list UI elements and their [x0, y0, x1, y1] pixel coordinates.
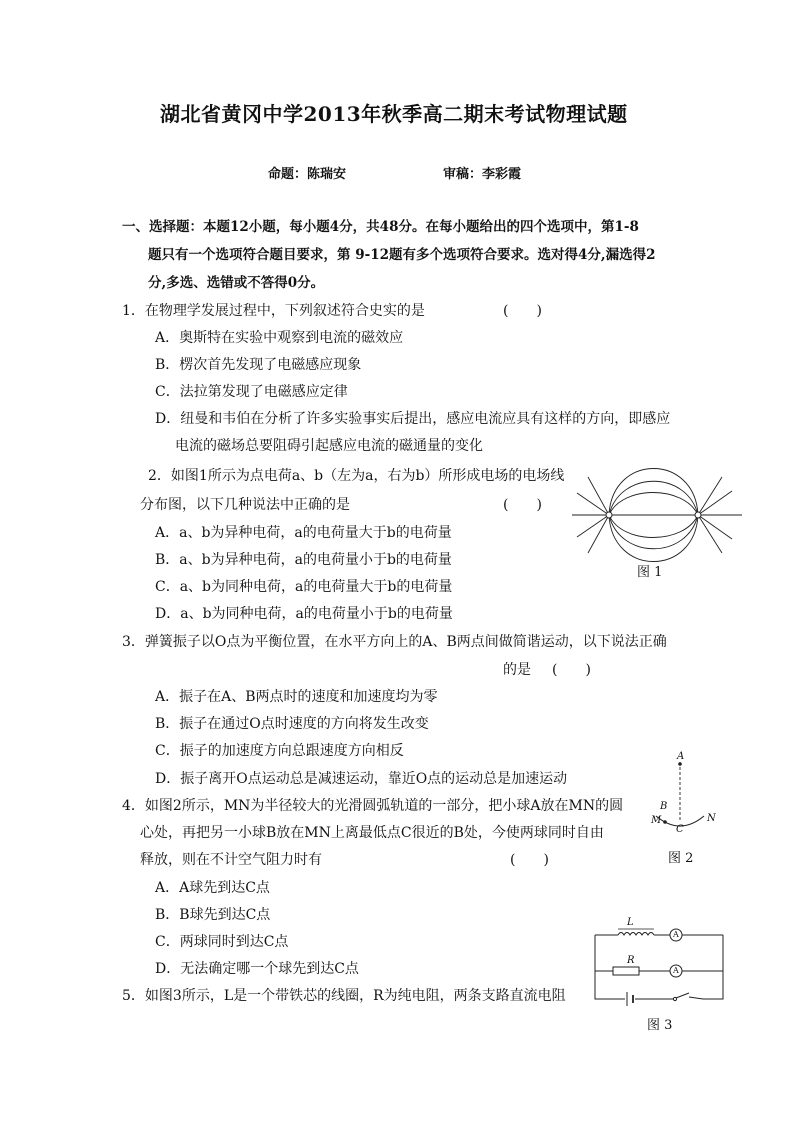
q3-stem-line1: 3．弹簧振子以O点为平衡位置，在水平方向上的A、B两点间做简谐运动，以下说法正确: [122, 634, 667, 650]
q4-stem-line2: 心处，再把另一小球B放在MN上离最低点C很近的B处，今使两球同时自由: [140, 825, 604, 841]
q3-option-a: A．振子在A、B两点时的速度和加速度均为零: [155, 689, 438, 705]
q4-option-b: B．B球先到达C点: [155, 907, 271, 923]
figure-2-label-n: N: [707, 813, 716, 824]
q3-option-b: B．振子在通过O点时速度的方向将发生改变: [155, 716, 429, 732]
q1-option-d-line2: 电流的磁场总要阻碍引起感应电流的磁通量的变化: [175, 438, 483, 454]
q3-option-c: C．振子的加速度方向总跟速度方向相反: [155, 743, 404, 759]
figure-3-label-l: L: [627, 917, 634, 928]
figure-1-field-lines: [572, 465, 742, 565]
reviewer-label: 审稿：李彩霞: [443, 167, 522, 182]
section-instructions-line1: 一、选择题：本题12小题，每小题4分，共48分。在每小题给出的四个选项中，第1-8: [122, 219, 639, 235]
q2-option-c: C．a、b为同种电荷，a的电荷量大于b的电荷量: [155, 579, 453, 595]
figure-2-label-m: M: [651, 815, 662, 826]
q3-option-d: D．振子离开O点运动总是减速运动，靠近O点的运动总是加速运动: [155, 771, 568, 787]
figure-1-caption: 图 1: [637, 565, 663, 580]
author-label: 命题：陈瑞安: [268, 167, 347, 182]
section-instructions-line2: 题只有一个选项符合题目要求，第 9-12题有多个选项符合要求。选对得4分,漏选得2: [148, 247, 656, 263]
q4-option-d: D．无法确定哪一个球先到达C点: [155, 961, 359, 977]
q2-option-d: D．a、b为同种电荷，a的电荷量小于b的电荷量: [155, 606, 453, 622]
figure-2-label-a: A: [677, 751, 685, 762]
q4-option-a: A．A球先到达C点: [155, 880, 270, 896]
q4-option-c: C．两球同时到达C点: [155, 934, 289, 950]
q1-option-a: A．奥斯特在实验中观察到电流的磁效应: [155, 330, 404, 346]
q2-stem-line2: 分布图，以下几种说法中正确的是: [140, 497, 350, 513]
figure-2-label-b: B: [660, 801, 668, 812]
figure-2-caption: 图 2: [668, 851, 694, 866]
figure-3-caption: 图 3: [647, 1018, 673, 1033]
q1-stem: 1．在物理学发展过程中，下列叙述符合史实的是: [122, 303, 425, 319]
figure-2-arc-track: [648, 750, 728, 840]
figure-3-ammeter-1-label: A: [673, 930, 679, 939]
q1-option-d-line1: D．纽曼和韦伯在分析了许多实验事实后提出，感应电流应具有这样的方向，即感应: [155, 411, 671, 427]
figure-3-label-r: R: [627, 955, 635, 966]
q3-bracket: ( ): [552, 662, 591, 678]
q2-stem-line1: 2．如图1所示为点电荷a、b（左为a，右为b）所形成电场的电场线: [148, 468, 565, 484]
q1-bracket: ( ): [503, 303, 542, 319]
page-title: 湖北省黄冈中学2013年秋季高二期末考试物理试题: [160, 102, 628, 126]
q2-option-b: B．a、b为异种电荷，a的电荷量小于b的电荷量: [155, 552, 452, 568]
q3-stem-line2: 的是: [503, 662, 531, 678]
figure-3-ammeter-2-label: A: [673, 966, 679, 975]
q4-bracket: ( ): [510, 852, 549, 868]
q2-option-a: A．a、b为异种电荷，a的电荷量大于b的电荷量: [155, 525, 452, 541]
q5-stem: 5．如图3所示，L是一个带铁芯的线圈，R为纯电阻，两条支路直流电阻: [122, 988, 566, 1004]
q1-option-c: C．法拉第发现了电磁感应定律: [155, 384, 348, 400]
q1-option-b: B．楞次首先发现了电磁感应现象: [155, 357, 362, 373]
figure-3-circuit: [583, 915, 733, 1000]
q4-stem-line3: 释放，则在不计空气阻力时有: [140, 852, 322, 868]
q2-bracket: ( ): [503, 497, 542, 513]
section-instructions-line3: 分,多选、选错或不答得0分。: [148, 275, 325, 291]
figure-2-label-c: C: [676, 824, 684, 835]
q4-stem-line1: 4．如图2所示，MN为半径较大的光滑圆弧轨道的一部分，把小球A放在MN的圆: [122, 798, 624, 814]
